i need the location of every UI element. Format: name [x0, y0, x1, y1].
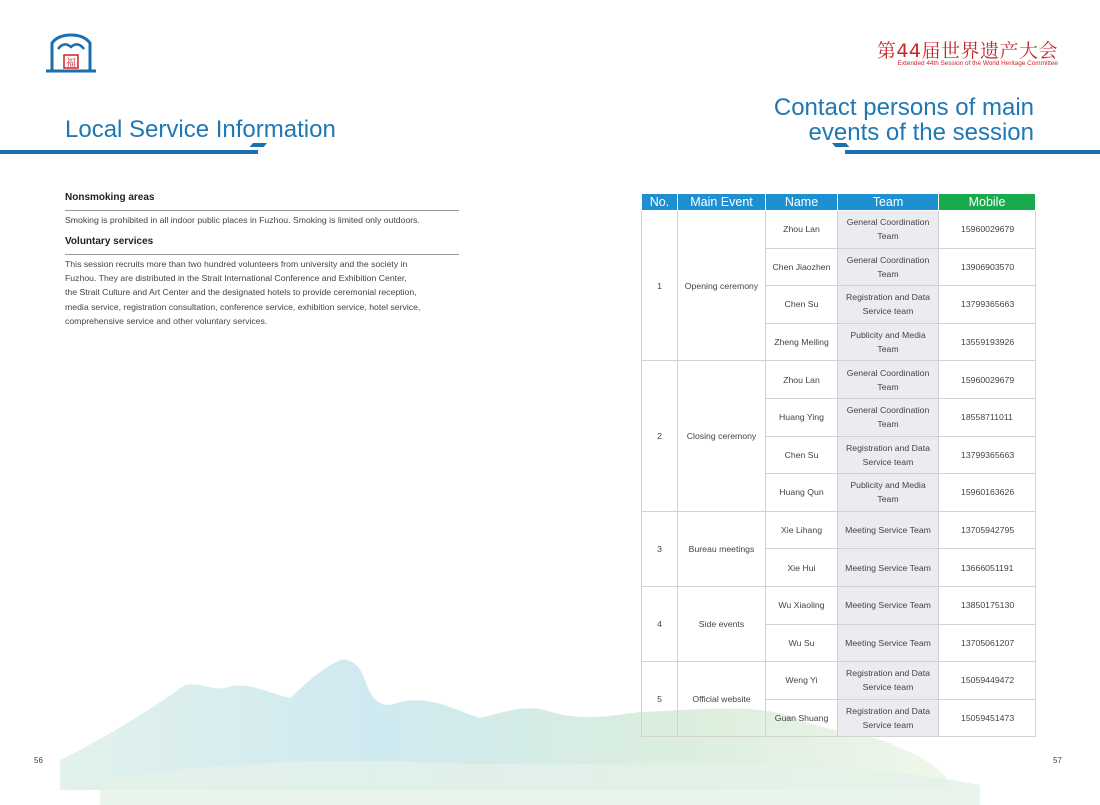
event-number: 4: [642, 586, 678, 661]
contact-name: Huang Qun: [766, 474, 838, 512]
voluntary-text: [65, 257, 465, 328]
text-line: the Strait Culture and Art Center and the designated hotels to provide ceremonial reception,: [65, 287, 417, 298]
page-title-right: [774, 95, 1034, 145]
contact-name: Weng Yi: [766, 662, 838, 700]
contact-team: General Coordination Team: [838, 211, 939, 249]
logo-character: 福: [66, 58, 76, 69]
event-name: Official website: [678, 662, 766, 737]
contact-team: Registration and Data Service team: [838, 662, 939, 700]
text-line: Fuzhou. They are distributed in the Strait International Conference and Exhibition Center,: [65, 273, 407, 284]
contact-name: Zhou Lan: [766, 361, 838, 399]
right-title-line1: Contact persons of main: [773, 94, 1034, 121]
contact-team: General Coordination Team: [838, 398, 939, 436]
contact-mobile: 13906903570: [939, 248, 1036, 286]
section-heading-voluntary: Voluntary services: [65, 236, 154, 247]
contact-name: Zheng Meiling: [766, 323, 838, 361]
contact-mobile: 13850175130: [939, 586, 1036, 624]
header-name: Name: [766, 194, 838, 211]
contact-name: Wu Su: [766, 624, 838, 662]
contact-name: Xie Lihang: [766, 511, 838, 549]
title-underline-tail-left: [243, 143, 267, 155]
contact-team: Registration and Data Service team: [838, 436, 939, 474]
table-row: [642, 662, 1036, 700]
fuzhou-logo-icon: [44, 31, 98, 79]
event-name: Closing ceremony: [678, 361, 766, 511]
table-row: [642, 586, 1036, 624]
conference-title-cn: 第44届世界遗产大会: [876, 40, 1058, 62]
contact-mobile: 13799365663: [939, 286, 1036, 324]
header-no: No.: [642, 194, 678, 211]
contact-team: General Coordination Team: [838, 361, 939, 399]
text-line: media service, registration consultation, conference service, exhibition service, hotel service,: [65, 301, 421, 312]
section-heading-nonsmoking: Nonsmoking areas: [65, 192, 155, 203]
contact-team: Publicity and Media Team: [838, 474, 939, 512]
event-name: Side events: [678, 586, 766, 661]
contact-team: Meeting Service Team: [838, 511, 939, 549]
title-underline-left: [0, 150, 258, 154]
event-number: 2: [642, 361, 678, 511]
text-line: Smoking is prohibited in all indoor public places in Fuzhou. Smoking is limited only outdoors.: [65, 215, 420, 225]
contact-team: Meeting Service Team: [838, 549, 939, 587]
title-underline-right: [845, 150, 1100, 154]
event-number: 5: [642, 662, 678, 737]
page-number-right: 57: [1053, 756, 1062, 765]
contact-name: Huang Ying: [766, 398, 838, 436]
contact-mobile: 15960029679: [939, 211, 1036, 249]
contact-name: Chen Su: [766, 436, 838, 474]
event-number: 1: [642, 211, 678, 361]
contact-team: Registration and Data Service team: [838, 286, 939, 324]
contact-mobile: 13666051191: [939, 549, 1036, 587]
contact-name: Chen Jiaozhen: [766, 248, 838, 286]
contact-team: Registration and Data Service team: [838, 699, 939, 737]
contact-mobile: 13559193926: [939, 323, 1036, 361]
contacts-table: [641, 193, 1036, 737]
contact-team: General Coordination Team: [838, 248, 939, 286]
contact-team: Meeting Service Team: [838, 586, 939, 624]
contact-mobile: 15960163626: [939, 474, 1036, 512]
section-divider: [65, 254, 459, 255]
header-main-event: Main Event: [678, 194, 766, 211]
event-name: Opening ceremony: [678, 211, 766, 361]
contact-team: Publicity and Media Team: [838, 323, 939, 361]
contact-mobile: 15059451473: [939, 699, 1036, 737]
conference-subtitle: Extended 44th Session of the World Heritage Committee: [897, 60, 1058, 67]
text-line: comprehensive service and other voluntary services.: [65, 315, 268, 326]
section-divider: [65, 210, 459, 211]
contact-team: Meeting Service Team: [838, 624, 939, 662]
table-row: [642, 511, 1036, 549]
contact-name: Guan Shuang: [766, 699, 838, 737]
right-title-line2: events of the session: [808, 119, 1034, 146]
page-number-left: 56: [34, 756, 43, 765]
event-name: Bureau meetings: [678, 511, 766, 586]
page-title-left: Local Service Information: [65, 116, 336, 143]
contact-mobile: 13705942795: [939, 511, 1036, 549]
contact-name: Xie Hui: [766, 549, 838, 587]
table-row: [642, 211, 1036, 249]
text-line: This session recruits more than two hundred volunteers from university and the society in: [65, 259, 408, 269]
contact-mobile: 15059449472: [939, 662, 1036, 700]
event-number: 3: [642, 511, 678, 586]
table-row: [642, 361, 1036, 399]
contact-name: Wu Xiaoling: [766, 586, 838, 624]
contact-mobile: 13799365663: [939, 436, 1036, 474]
nonsmoking-text: [65, 213, 465, 227]
contact-mobile: 15960029679: [939, 361, 1036, 399]
table-header-row: [642, 194, 1036, 211]
contact-mobile: 18558711011: [939, 398, 1036, 436]
contact-name: Chen Su: [766, 286, 838, 324]
header-mobile: Mobile: [939, 194, 1036, 211]
header-team: Team: [838, 194, 939, 211]
contact-mobile: 13705061207: [939, 624, 1036, 662]
contact-name: Zhou Lan: [766, 211, 838, 249]
